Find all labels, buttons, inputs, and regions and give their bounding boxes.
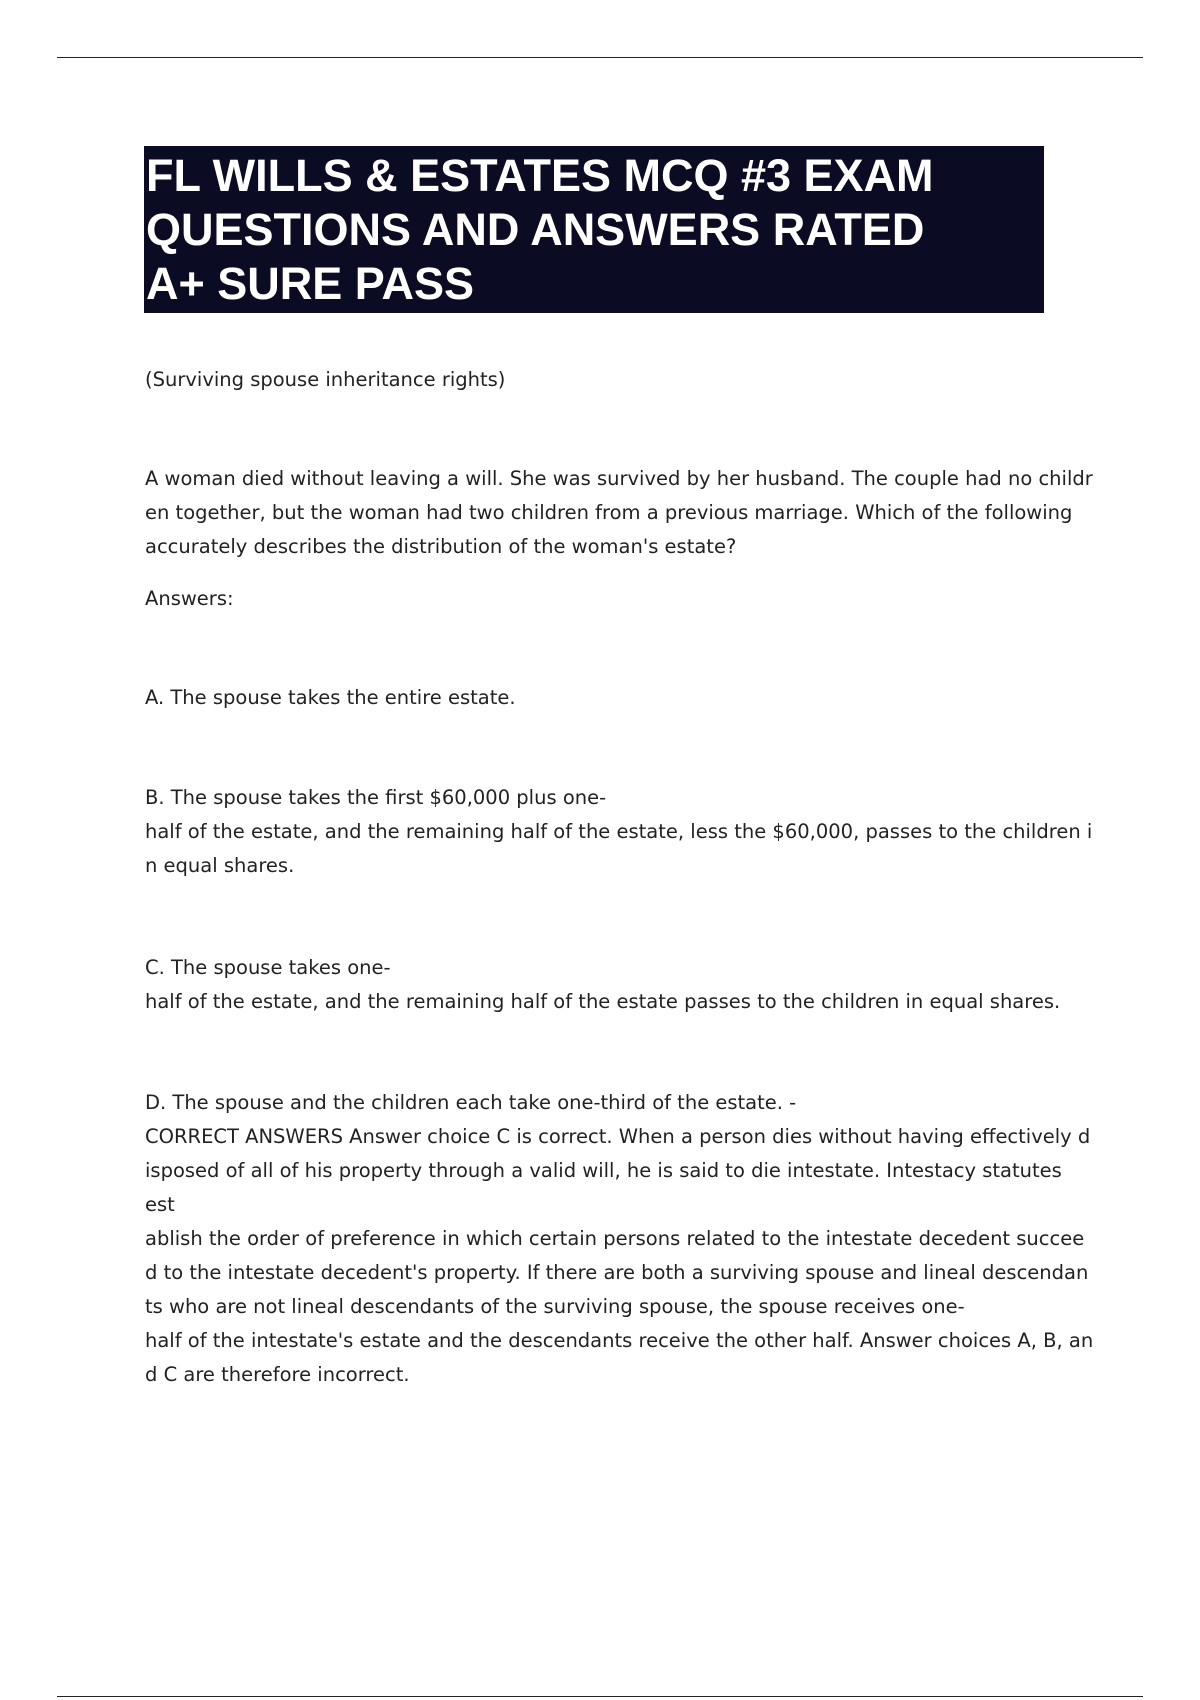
footer-rule	[57, 1696, 1143, 1697]
document-title: FL WILLS & ESTATES MCQ #3 EXAM QUESTIONS AND ANSWERS RATED A+ SURE PASS	[146, 150, 934, 309]
answer-option-d-with-explanation: D. The spouse and the children each take one-third of the estate. - CORRECT ANSWERS Answer choice C is correct. When a person dies without having effectively d isposed of all of his property through a valid will, he is said to die intestate. Intestacy statutes est ablish the order of preference in which certain persons related to the intestate decedent succee d to the intestate decedent's property. If there are both a surviving spouse and lineal descendan ts who are not lineal descendants of the surviving spouse, the spouse receives one- half of the intestate's estate and the descendants receive the other half. Answer choices A, B, an d C are therefore incorrect.	[145, 1091, 1094, 1386]
answer-option-b: B. The spouse takes the first $60,000 plus one- half of the estate, and the remaining half of the estate, less the $60,000, passes to the children i n equal shares.	[145, 786, 1093, 877]
answer-option-a: A. The spouse takes the entire estate.	[145, 686, 516, 709]
title-banner	[144, 146, 1044, 313]
topic-subtitle: (Surviving spouse inheritance rights)	[145, 368, 506, 391]
question-text: A woman died without leaving a will. She was survived by her husband. The couple had no childr en together, but the woman had two children from a previous marriage. Which of the following accurately describes the distribution of the woman's estate?	[145, 467, 1093, 558]
header-rule	[57, 57, 1143, 58]
answer-option-c: C. The spouse takes one- half of the estate, and the remaining half of the estate passes to the children in equal shares.	[145, 956, 1061, 1013]
answers-label: Answers:	[145, 587, 234, 610]
